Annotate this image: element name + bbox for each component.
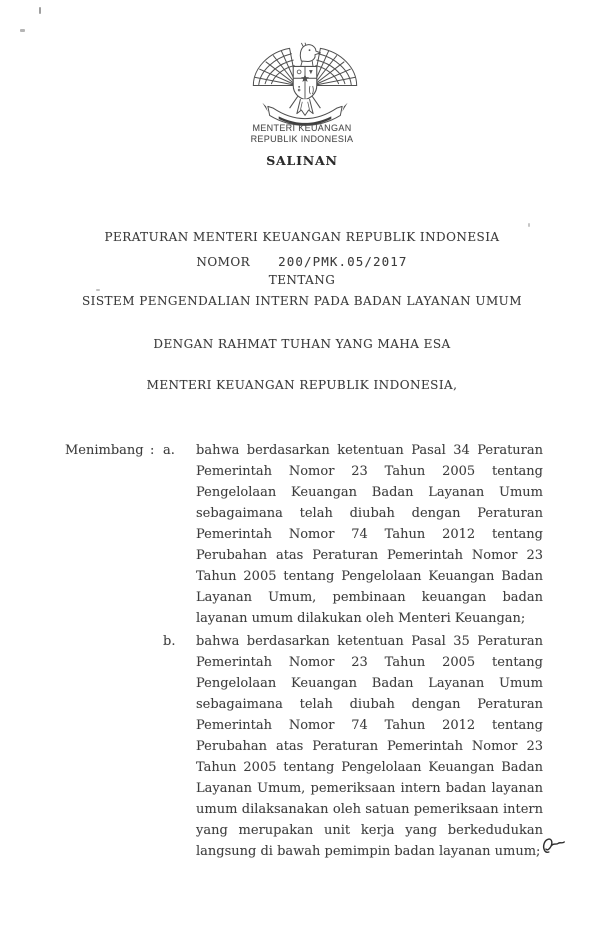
authority-line: MENTERI KEUANGAN REPUBLIK INDONESIA, xyxy=(146,378,458,392)
garuda-pancasila-emblem xyxy=(246,42,364,129)
paraf-scribble-icon xyxy=(538,835,568,859)
consideration-marker-a: a. xyxy=(163,443,175,458)
tentang-label: TENTANG xyxy=(268,273,336,287)
invocation-line: DENGAN RAHMAT TUHAN YANG MAHA ESA xyxy=(153,337,451,351)
regulation-number-line xyxy=(0,251,604,270)
spacer xyxy=(65,631,150,864)
ministry-name-line1: MENTERI KEUANGAN xyxy=(252,123,352,133)
copy-stamp: SALINAN xyxy=(266,153,338,168)
scan-speck xyxy=(96,289,100,291)
consideration-text-b: bahwa berdasarkan ketentuan Pasal 35 Peraturan Pemerintah Nomor 23 Tahun 2005 tentang Pengelolaan Keuangan Badan Layanan Umum sebagaimana telah diubah dengan Peraturan Pemerintah Nomor 74 Tahun 2012 tentang Perubahan atas Peraturan Pemerintah Nomor 23 Tahun 2005 tentang Pengelolaan Keuangan Badan Layanan Umum, pemeriksaan intern badan layanan umum dilaksanakan oleh satuan pemeriksaan intern yang merupakan unit kerja yang berkedudukan langsung di bawah pemimpin badan layanan umum; xyxy=(196,634,543,859)
handwritten-paraf-mark xyxy=(538,835,568,859)
nomor-value: 200/PMK.05/2017 xyxy=(278,254,408,269)
scan-speck xyxy=(528,223,530,227)
ministry-name-line2: REPUBLIK INDONESIA xyxy=(250,134,354,144)
scan-speck xyxy=(39,7,41,14)
consideration-text-a: bahwa berdasarkan ketentuan Pasal 34 Peraturan Pemerintah Nomor 23 Tahun 2005 tentang Pengelolaan Keuangan Badan Layanan Umum sebagaimana telah diubah dengan Peraturan Pemerintah Nomor 74 Tahun 2012 tentang Perubahan atas Peraturan Pemerintah Nomor 23 Tahun 2005 tentang Pengelolaan Keuangan Badan Layanan Umum, pembinaan keuangan badan layanan umum dilakukan oleh Menteri Keuangan; xyxy=(196,443,543,626)
consideration-marker-b: b. xyxy=(163,634,176,649)
considerations-block xyxy=(65,440,543,864)
considerations-label: Menimbang xyxy=(65,443,144,458)
nomor-label: NOMOR xyxy=(196,255,251,269)
spacer xyxy=(150,631,163,864)
regulation-title: PERATURAN MENTERI KEUANGAN REPUBLIK INDONESIA xyxy=(104,230,500,244)
scan-speck xyxy=(20,29,25,32)
considerations-colon: : xyxy=(150,443,155,458)
garuda-emblem-drawing xyxy=(246,42,364,129)
regulation-subject: SISTEM PENGENDALIAN INTERN PADA BADAN LAYANAN UMUM xyxy=(82,294,522,308)
